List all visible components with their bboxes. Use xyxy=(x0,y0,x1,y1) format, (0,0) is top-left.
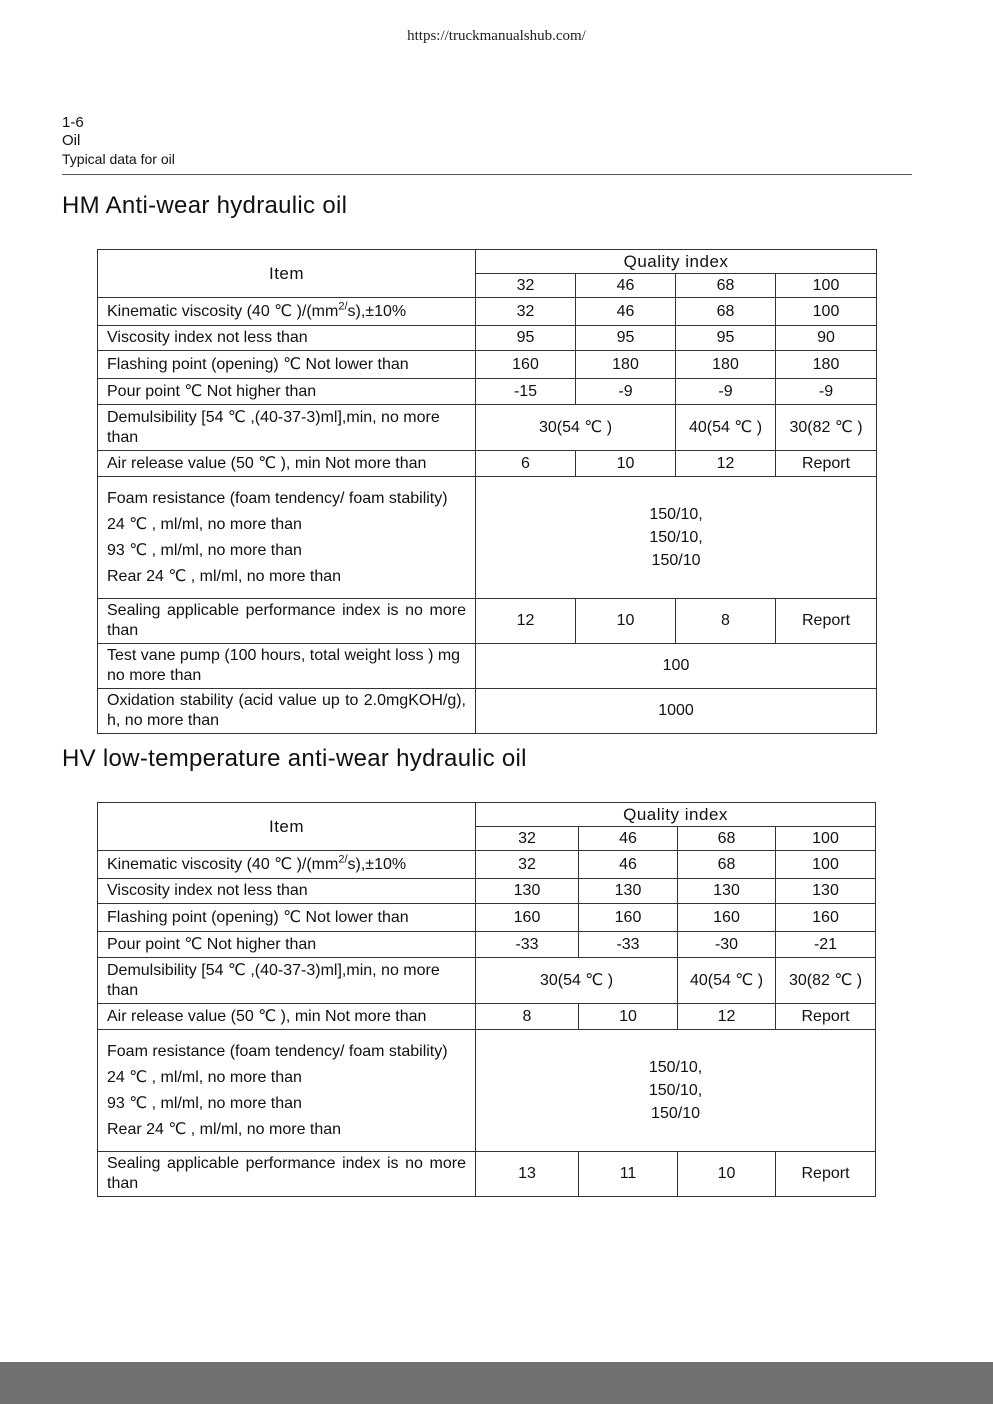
table-row xyxy=(98,1152,876,1197)
cell-value: 30(54 ℃ ) xyxy=(476,958,678,1004)
cell-value: 40(54 ℃ ) xyxy=(678,958,776,1004)
cell-value: 130 xyxy=(776,879,876,904)
cell-value: 95 xyxy=(676,326,776,351)
grade-header: 46 xyxy=(579,827,678,851)
table-row xyxy=(98,298,877,326)
label-text: s),±10% xyxy=(347,302,407,320)
value-line: 150/10 xyxy=(651,1105,700,1122)
cell-value: -9 xyxy=(676,379,776,405)
cell-value: Report xyxy=(776,451,877,477)
source-url: https://truckmanualshub.com/ xyxy=(407,28,586,44)
table-row xyxy=(98,451,877,477)
grade-header: 68 xyxy=(678,827,776,851)
grade-header: 100 xyxy=(776,827,876,851)
label-subline: 93 ℃ , ml/ml, no more than xyxy=(107,1094,302,1112)
table-header-row xyxy=(98,250,877,274)
row-label: Flashing point (opening) ℃ Not lower than xyxy=(98,351,476,379)
row-label: Demulsibility [54 ℃ ,(40-37-3)ml],min, no more than xyxy=(98,958,476,1004)
cell-value: -21 xyxy=(776,932,876,958)
cell-value: 130 xyxy=(579,879,678,904)
cell-value: -33 xyxy=(579,932,678,958)
hm-oil-title: HM Anti-wear hydraulic oil xyxy=(62,192,348,219)
cell-value: 10 xyxy=(576,451,676,477)
superscript: 2/ xyxy=(338,853,348,866)
cell-value: 180 xyxy=(676,351,776,379)
label-text: Foam resistance (foam tendency/ foam stability) xyxy=(107,489,448,507)
cell-value: 30(82 ℃ ) xyxy=(776,958,876,1004)
label-subline: 93 ℃ , ml/ml, no more than xyxy=(107,541,302,559)
item-column-header: Item xyxy=(98,803,476,851)
cell-value: 100 xyxy=(776,851,876,879)
item-column-header: Item xyxy=(98,250,476,298)
row-label xyxy=(98,1030,476,1152)
value-line: 150/10, xyxy=(649,529,703,546)
cell-value: Report xyxy=(776,1004,876,1030)
table-row xyxy=(98,379,877,405)
cell-value: 160 xyxy=(476,351,576,379)
cell-value: 10 xyxy=(579,1004,678,1030)
table-row xyxy=(98,1004,876,1030)
table-row xyxy=(98,326,877,351)
table-header-row xyxy=(98,803,876,827)
cell-value: -9 xyxy=(776,379,877,405)
cell-value: 46 xyxy=(579,851,678,879)
table-row xyxy=(98,904,876,932)
grade-header: 100 xyxy=(776,274,877,298)
label-subline: 24 ℃ , ml/ml, no more than xyxy=(107,1068,302,1086)
header-subtitle: Typical data for oil xyxy=(62,151,175,167)
cell-value: 100 xyxy=(476,644,877,689)
cell-value: 130 xyxy=(476,879,579,904)
cell-value: 8 xyxy=(676,599,776,644)
cell-value: 68 xyxy=(676,298,776,326)
row-label: Demulsibility [54 ℃ ,(40-37-3)ml],min, no more than xyxy=(98,405,476,451)
footer-bar xyxy=(0,1362,993,1404)
grade-header: 32 xyxy=(476,827,579,851)
label-text: Kinematic viscosity (40 ℃ )/(mm xyxy=(107,302,339,320)
cell-value xyxy=(476,1030,876,1152)
value-line: 150/10, xyxy=(649,506,703,523)
label-subline: 24 ℃ , ml/ml, no more than xyxy=(107,515,302,533)
table-row xyxy=(98,1030,876,1152)
cell-value: 40(54 ℃ ) xyxy=(676,405,776,451)
page-header xyxy=(62,114,175,168)
quality-index-header: Quality index xyxy=(476,250,877,274)
table-row xyxy=(98,879,876,904)
cell-value: 12 xyxy=(476,599,576,644)
row-label xyxy=(98,298,476,326)
hv-oil-title: HV low-temperature anti-wear hydraulic oil xyxy=(62,745,527,772)
table-row xyxy=(98,644,877,689)
section-number: 1-6 xyxy=(62,114,84,131)
header-divider xyxy=(62,174,912,175)
value-line: 150/10, xyxy=(648,1059,703,1076)
cell-value: 11 xyxy=(579,1152,678,1197)
table-row xyxy=(98,477,877,599)
row-label: Sealing applicable performance index is no more than xyxy=(98,1152,476,1197)
cell-value: 100 xyxy=(776,298,877,326)
row-label: Pour point ℃ Not higher than xyxy=(98,379,476,405)
cell-value: -9 xyxy=(576,379,676,405)
cell-value: 32 xyxy=(476,851,579,879)
cell-value: 1000 xyxy=(476,689,877,734)
cell-value xyxy=(476,477,877,599)
grade-header: 32 xyxy=(476,274,576,298)
label-text: Kinematic viscosity (40 ℃ )/(mm xyxy=(107,855,339,873)
value-line: 150/10 xyxy=(651,552,701,569)
label-text: s),±10% xyxy=(347,855,407,873)
row-label xyxy=(98,477,476,599)
cell-value: Report xyxy=(776,1152,876,1197)
cell-value: 30(82 ℃ ) xyxy=(776,405,877,451)
cell-value: 160 xyxy=(776,904,876,932)
table-row xyxy=(98,932,876,958)
cell-value: 180 xyxy=(776,351,877,379)
label-subline: Rear 24 ℃ , ml/ml, no more than xyxy=(107,567,342,585)
cell-value: -30 xyxy=(678,932,776,958)
grade-header: 46 xyxy=(576,274,676,298)
table-row xyxy=(98,405,877,451)
cell-value: 8 xyxy=(476,1004,579,1030)
cell-value: 46 xyxy=(576,298,676,326)
cell-value: 160 xyxy=(678,904,776,932)
hv-oil-table xyxy=(97,802,876,1197)
grade-header: 68 xyxy=(676,274,776,298)
cell-value: 68 xyxy=(678,851,776,879)
table-row xyxy=(98,851,876,879)
cell-value: -33 xyxy=(476,932,579,958)
label-text: Foam resistance (foam tendency/ foam stability) xyxy=(107,1042,448,1060)
cell-value: 13 xyxy=(476,1152,579,1197)
value-line: 150/10, xyxy=(648,1082,703,1099)
cell-value: 10 xyxy=(576,599,676,644)
row-label: Sealing applicable performance index is no more than xyxy=(98,599,476,644)
cell-value: 12 xyxy=(676,451,776,477)
quality-index-header: Quality index xyxy=(476,803,876,827)
cell-value: 160 xyxy=(476,904,579,932)
table-row xyxy=(98,351,877,379)
cell-value: 32 xyxy=(476,298,576,326)
cell-value: 30(54 ℃ ) xyxy=(476,405,676,451)
cell-value: 130 xyxy=(678,879,776,904)
cell-value: -15 xyxy=(476,379,576,405)
row-label: Flashing point (opening) ℃ Not lower than xyxy=(98,904,476,932)
cell-value: 90 xyxy=(776,326,877,351)
row-label: Pour point ℃ Not higher than xyxy=(98,932,476,958)
row-label: Oxidation stability (acid value up to 2.0mgKOH/g), h, no more than xyxy=(98,689,476,734)
table-row xyxy=(98,599,877,644)
table-row xyxy=(98,689,877,734)
chapter-title: Oil xyxy=(62,132,81,149)
cell-value: 95 xyxy=(576,326,676,351)
row-label: Air release value (50 ℃ ), min Not more than xyxy=(98,451,476,477)
table-row xyxy=(98,958,876,1004)
row-label: Test vane pump (100 hours, total weight loss ) mg no more than xyxy=(98,644,476,689)
cell-value: 160 xyxy=(579,904,678,932)
row-label: Viscosity index not less than xyxy=(98,326,476,351)
row-label: Viscosity index not less than xyxy=(98,879,476,904)
cell-value: 10 xyxy=(678,1152,776,1197)
label-subline: Rear 24 ℃ , ml/ml, no more than xyxy=(107,1120,342,1138)
superscript: 2/ xyxy=(338,300,348,313)
cell-value: 12 xyxy=(678,1004,776,1030)
cell-value: 95 xyxy=(476,326,576,351)
row-label xyxy=(98,851,476,879)
hm-oil-table xyxy=(97,249,877,734)
cell-value: 6 xyxy=(476,451,576,477)
cell-value: 180 xyxy=(576,351,676,379)
cell-value: Report xyxy=(776,599,877,644)
row-label: Air release value (50 ℃ ), min Not more than xyxy=(98,1004,476,1030)
